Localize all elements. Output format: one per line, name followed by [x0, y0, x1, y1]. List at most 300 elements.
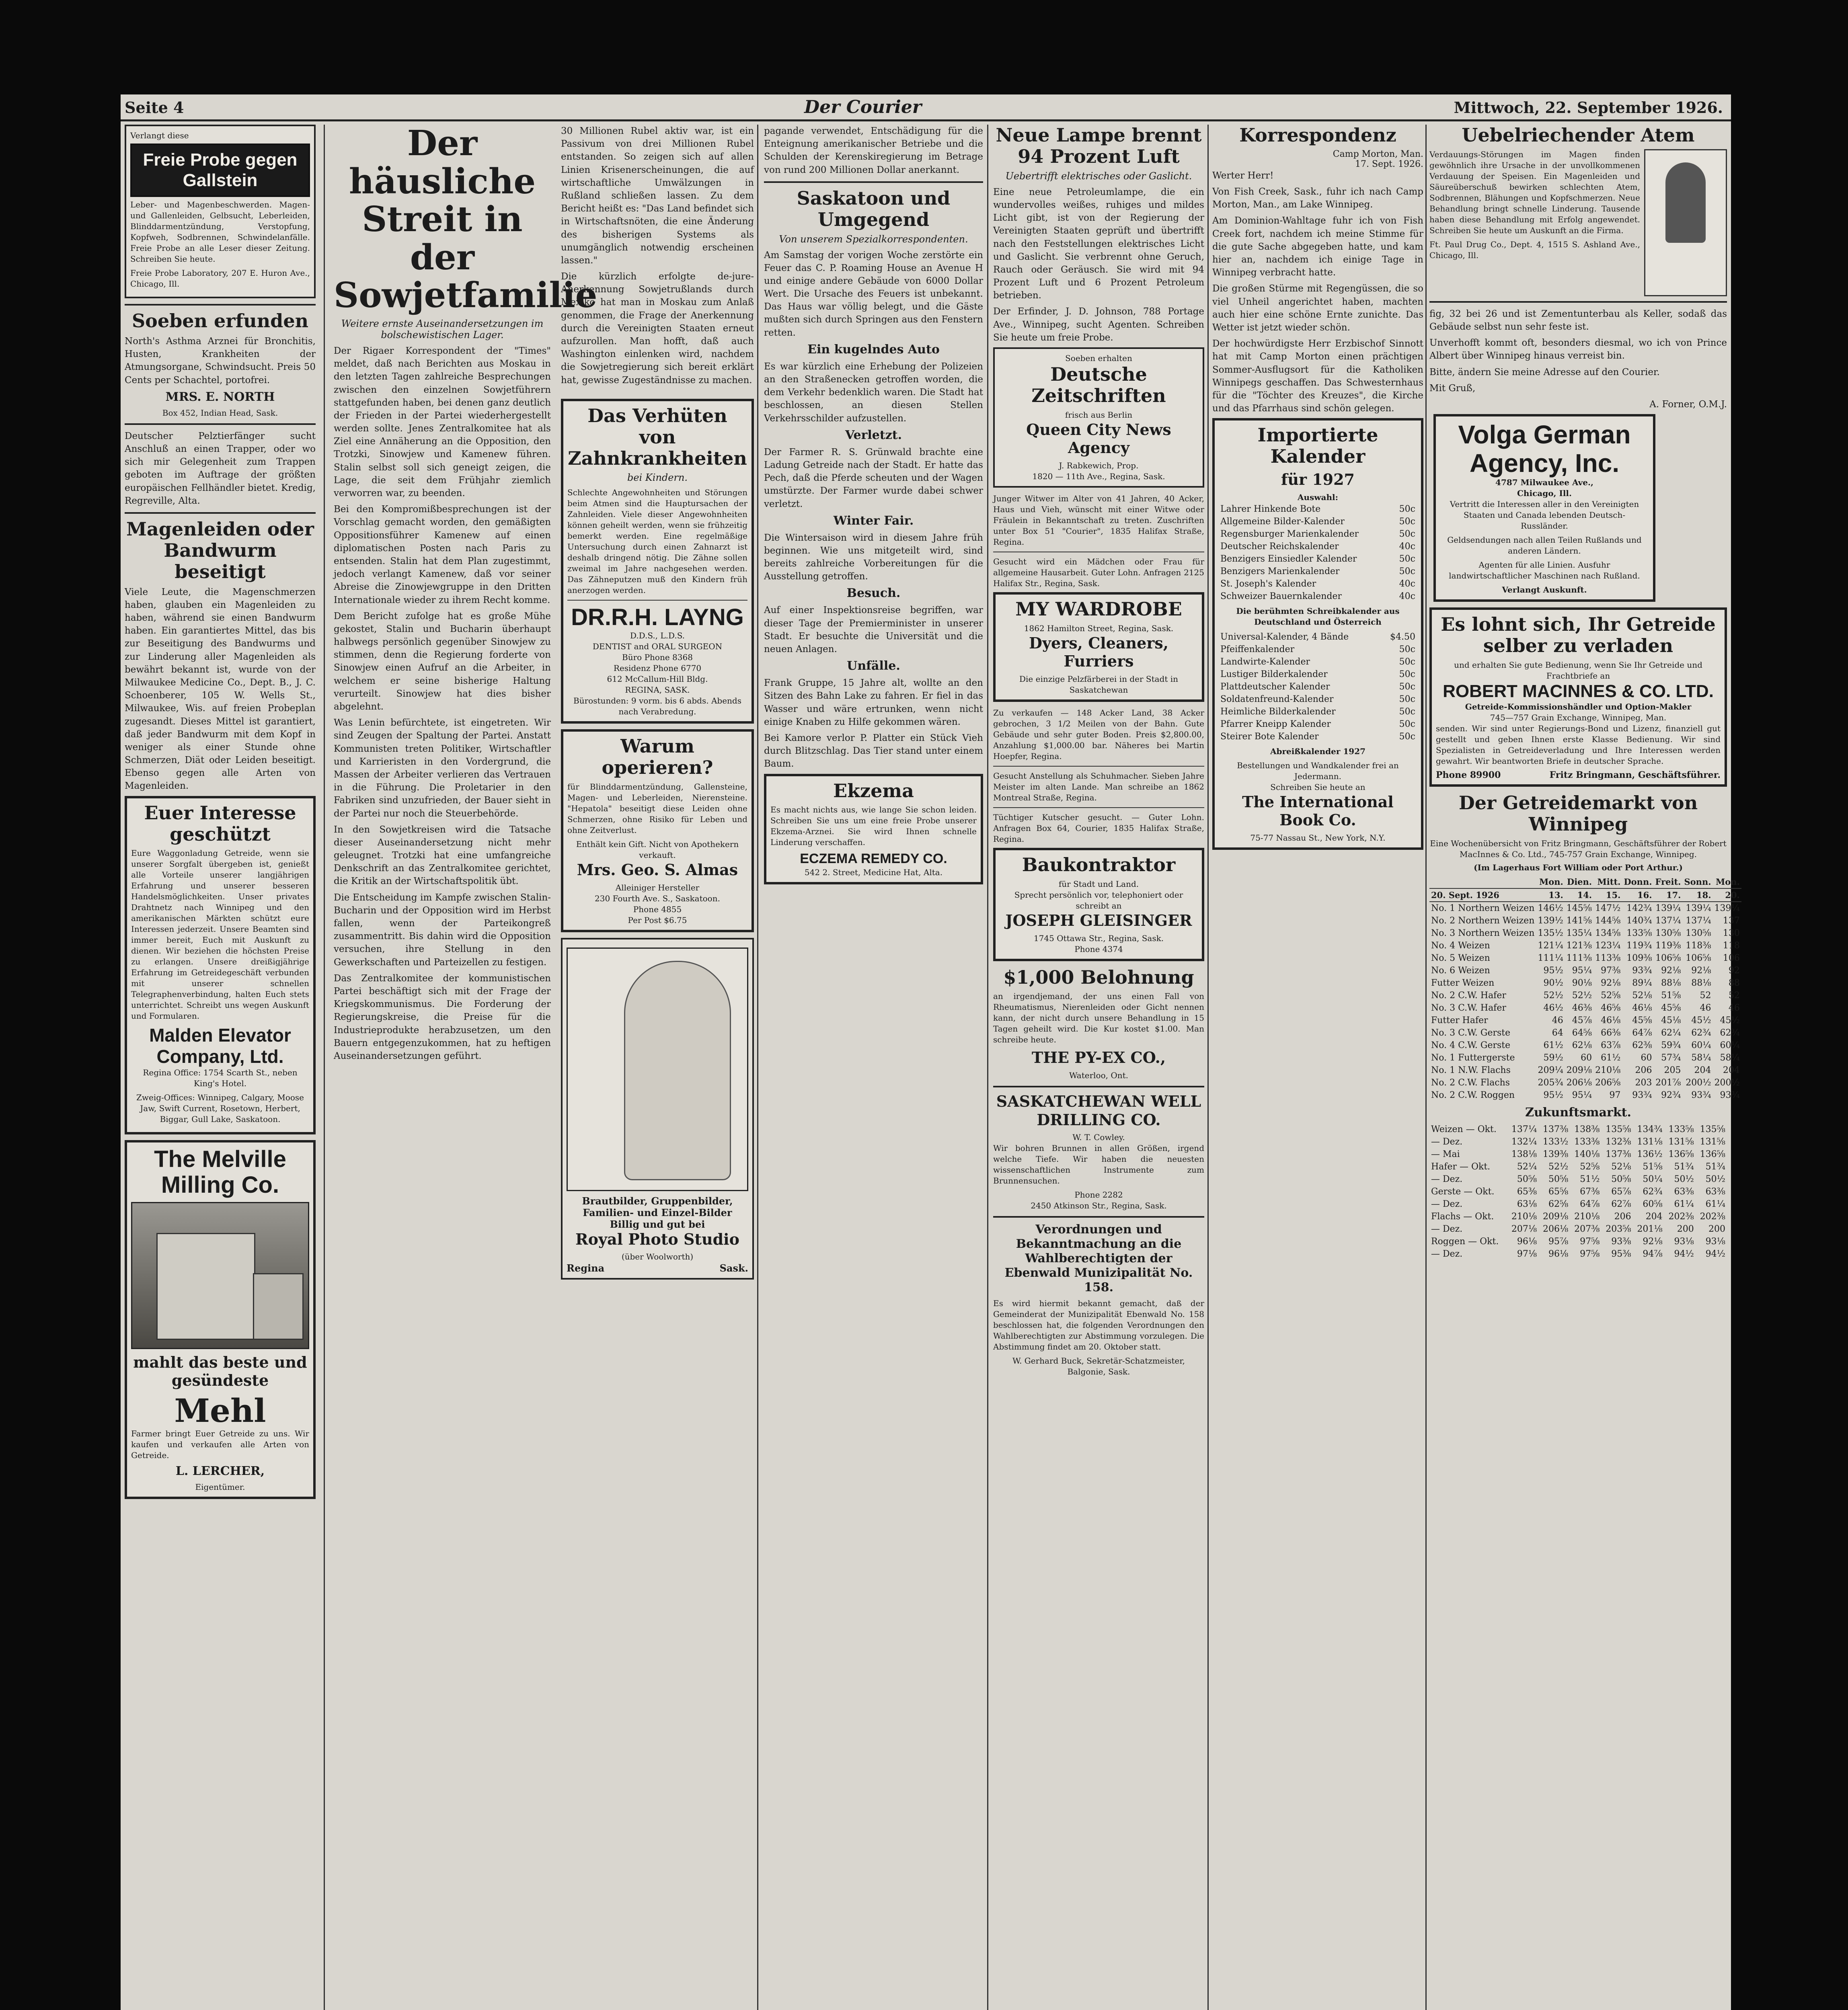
table-cell: 201⅞: [1655, 1078, 1681, 1088]
table-cell: Schweizer Bauernkalender: [1220, 591, 1342, 601]
korr-place: Camp Morton, Man.: [1333, 149, 1423, 159]
korr-paragraph: Die großen Stürme mit Regengüssen, die so viel Unheil angerichtet haben, machten auch hier eine schöne Ernte zunichte. Das Wetter ist jetzt wieder schön.: [1212, 283, 1423, 333]
zahn-title: Das Verhüten von Zahnkrankheiten: [568, 404, 747, 469]
table-cell: 40c: [1399, 541, 1415, 552]
table-cell: 139¼: [1686, 903, 1711, 914]
table-cell: 50c: [1399, 516, 1415, 527]
table-cell: 210⅛: [1511, 1212, 1537, 1222]
saskatoon-subhead: Winter Fair.: [833, 513, 914, 528]
photo-studio-ad: [561, 938, 754, 1280]
verordnung-title: Verordnungen und Bekanntmachung an die Wahlberechtigten der Ebenwald Munizipalität No. 158.: [1004, 1222, 1193, 1295]
korr-date: 17. Sept. 1926.: [1355, 159, 1423, 169]
table-cell: 62¾: [1720, 1028, 1740, 1038]
table-cell: 97⅛: [1517, 1249, 1537, 1259]
table-cell: 92: [1728, 966, 1740, 976]
malden-branches: Zweig-Offices: Winnipeg, Calgary, Moose Jaw, Swift Current, Rosetown, Herbert, Biggar, Gull Lake, Saskatoon.: [136, 1093, 304, 1124]
table-cell: 131⅝: [1668, 1137, 1694, 1147]
macinnes-headline: Es lohnt sich, Ihr Getreide selber zu verladen: [1441, 613, 1716, 656]
macinnes-sign: Fritz Bringmann, Geschäftsführer.: [1549, 770, 1721, 781]
saskatoon-subhead: Ein kugelndes Auto: [807, 342, 940, 357]
table-cell: 97⅝: [1580, 1249, 1600, 1259]
table-cell: 135¼: [1566, 928, 1592, 939]
table-cell: 50⅝: [1548, 1174, 1569, 1185]
futures-row: [1429, 1198, 1727, 1210]
belohnung-title: $1,000 Belohnung: [1003, 966, 1194, 988]
atem-address: Ft. Paul Drug Co., Dept. 4, 1515 S. Ashland Ave., Chicago, Ill.: [1429, 239, 1640, 260]
table-cell: 133⅝: [1668, 1124, 1694, 1135]
table-cell: No. 2 C.W. Roggen: [1431, 1090, 1515, 1101]
market-header-row: [1429, 876, 1741, 888]
letter-paragraph: Bitte, ändern Sie meine Adresse auf den Courier.: [1429, 367, 1660, 377]
table-cell: 206⅛: [1566, 1078, 1592, 1088]
table-cell: Heimliche Bilderkalender: [1220, 706, 1336, 717]
table-cell: 50½: [1705, 1174, 1725, 1185]
table-cell: 50c: [1399, 644, 1415, 654]
table-cell: 204: [1645, 1212, 1663, 1222]
futures-row: [1429, 1148, 1727, 1161]
table-cell: 64⅞: [1632, 1028, 1652, 1038]
table-cell: 97: [1609, 1090, 1621, 1101]
market-row: [1429, 952, 1741, 964]
kalender-row: [1219, 528, 1417, 540]
table-cell: 90⅛: [1572, 978, 1592, 989]
futures-row: [1429, 1185, 1727, 1198]
table-cell: 94½: [1705, 1249, 1725, 1259]
table-cell: 204: [1723, 1065, 1740, 1076]
table-cell: 131⅛: [1637, 1137, 1663, 1147]
story-paragraph: Der Rigaer Korrespondent der "Times" meldet, daß nach Berichten aus Moskau in den letzten Tagen zahlreiche Besprechungen zwischen den einzelnen Sowjetführern stattgefunden haben, bei denen ganz deutlich der Frieden in der Partei wiederhergestellt werden sollte. Jenes Zentralkomitee hat als Ziel eine Annäherung an die Opposition, den Trotzki, Sinowjew und Kamenew führen. Stalin selbst soll sich geneigt zeigen, die Lage, die seit dem Frühjahr ziemlich verworren war, zu beenden.: [334, 345, 551, 499]
kalender-row: [1219, 503, 1417, 515]
table-cell: Benzigers Marienkalender: [1220, 566, 1340, 576]
table-cell: 137⅜: [1606, 1149, 1631, 1160]
column-rule: [1425, 125, 1427, 2010]
kalender-row: [1219, 590, 1417, 603]
verordnung-sign: W. Gerhard Buck, Sekretär-Schatzmeister, Balgonie, Sask.: [1012, 1356, 1185, 1377]
table-cell: 113⅜: [1595, 953, 1621, 964]
table-cell: 200½: [1686, 1078, 1711, 1088]
kalender-row: [1219, 565, 1417, 578]
freie-probe-ad: [125, 125, 316, 298]
table-cell: 205¾: [1538, 1078, 1563, 1088]
column-header: 13.: [1536, 888, 1565, 902]
soeben-body: North's Asthma Arznei für Bronchitis, Husten, Krankheiten der Atmungsorgane, Schwindsucht. Preis 50 Cents per Schachtel, portofrei.: [125, 336, 316, 386]
table-cell: 206: [1635, 1065, 1652, 1076]
kalender-year: für 1927: [1281, 470, 1355, 489]
table-cell: 50c: [1399, 706, 1415, 717]
bride-illustration: [567, 948, 748, 1191]
table-cell: 207⅜: [1574, 1224, 1600, 1235]
table-cell: 118: [1723, 941, 1740, 951]
table-cell: 146½: [1538, 903, 1563, 914]
table-cell: 60⅝: [1643, 1199, 1663, 1210]
well-phone: Phone 2282: [1074, 1190, 1123, 1200]
saskatoon-paragraph: Auf einer Inspektionsreise begriffen, war dieser Tage der Premierminister in unserer Stadt. Er besuchte die Universität und die neuen Anlagen.: [764, 605, 983, 655]
table-cell: Lustiger Bilderkalender: [1220, 669, 1328, 679]
table-cell: 64⅝: [1572, 1028, 1592, 1038]
table-cell: 93⅛: [1705, 1237, 1725, 1247]
table-cell: 45⅞: [1572, 1015, 1592, 1026]
table-cell: No. 2 Northern Weizen: [1431, 916, 1535, 926]
warum-phone: Phone 4855: [633, 904, 682, 914]
column-1: [125, 125, 316, 2010]
table-cell: 59½: [1543, 1053, 1563, 1063]
table-cell: 50½: [1674, 1174, 1694, 1185]
column-header: Mitt.: [1593, 876, 1622, 888]
market-row: [1429, 1027, 1741, 1039]
column-header: 20. Sept. 1926: [1429, 888, 1536, 902]
volga-foot: Verlangt Auskunft.: [1502, 585, 1587, 595]
table-cell: 50c: [1399, 731, 1415, 742]
market-row: [1429, 1052, 1741, 1064]
table-cell: 51¾: [1705, 1162, 1725, 1172]
table-cell: 136⅝: [1668, 1149, 1694, 1160]
table-cell: 209⅛: [1566, 1065, 1592, 1076]
table-cell: 93⅜: [1611, 1237, 1631, 1247]
mill-photo: [131, 1202, 309, 1349]
korr-paragraph: Am Dominion-Wahltage fuhr ich von Fish Creek fort, nachdem ich meine Stimme für die gute Sache abgegeben hatte, und kam hier an, nachdem ich einige Tage in Winnipeg verbracht hatte.: [1212, 215, 1423, 278]
fig-note: fig, 32 bei 26 und ist Zementunterbau als Keller, sodaß das Gebäude selbst nun sehr feste ist.: [1429, 308, 1727, 332]
macinnes-ad: [1429, 607, 1727, 787]
table-cell: 61½: [1543, 1040, 1563, 1051]
table-cell: 50c: [1399, 669, 1415, 679]
table-cell: 46⅛: [1632, 1003, 1652, 1013]
malden-company: Malden Elevator Company, Ltd.: [149, 1025, 291, 1067]
table-cell: Roggen — Okt.: [1431, 1237, 1499, 1247]
table-cell: 45⅝: [1632, 1015, 1652, 1026]
story-paragraph: Was Lenin befürchtete, ist eingetreten. Wir sind Zeugen der Spaltung der Partei. Anstatt Kommunisten treten Politiker, Wirtschaftler und Karrieristen in den Vordergrund, die Massen der Arbeiter verlieren das Vertrauen in die Führung. Die Proletarier in den Fabriken sind unzufrieden, der Bauer sieht in der Partei nur noch die Steuerbehörde.: [334, 718, 551, 819]
table-cell: 62⅝: [1548, 1199, 1569, 1210]
table-cell: 130⅝: [1655, 928, 1681, 939]
column-header: Donn.: [1622, 876, 1653, 888]
table-cell: 130: [1723, 928, 1740, 939]
melville-owner: L. LERCHER,: [175, 1464, 265, 1478]
bau-sub: für Stadt und Land.: [1058, 879, 1139, 889]
kalender-pay: Schreiben Sie heute an: [1270, 782, 1365, 792]
kalender-sub2: Die berühmten Schreibkalender aus Deutschland und Österreich: [1236, 606, 1400, 627]
kalender-order: Bestellungen und Wandkalender frei an Jedermann.: [1237, 760, 1399, 781]
column-header: Mon.: [1713, 876, 1741, 888]
zeitschriften-owner: J. Rabkewich, Prop.: [1059, 461, 1139, 470]
story-paragraph: In den Sowjetkreisen wird die Tatsache dieser Auseinandersetzung nicht mehr geleugnet. Trotzki hat eine umfangreiche Denkschrift an das Zentralkomitee gerichtet, die Kritik an der Wirtschaftspolitik übt.: [334, 824, 551, 887]
warum-body: für Blinddarmentzündung, Gallensteine, Magen- und Leberleiden, Nierensteine. "Hepatola" beseitigt diese Leiden ohne Schmerzen, ohne Risiko für Leben und ohne Zeitverlust.: [567, 782, 747, 835]
table-cell: 106⅝: [1686, 953, 1711, 964]
soeben-headline: Soeben erfunden: [131, 310, 309, 332]
kalender-row: [1219, 668, 1417, 681]
table-cell: Steirer Bote Kalender: [1220, 731, 1319, 742]
table-cell: 138⅛: [1511, 1149, 1537, 1160]
table-cell: 46⅛: [1601, 1015, 1621, 1026]
table-cell: 97⅝: [1580, 1237, 1600, 1247]
soeben-name: MRS. E. NORTH: [165, 390, 275, 404]
warum-note: Enthält kein Gift. Nicht von Apothekern verkauft.: [576, 839, 739, 860]
table-cell: No. 1 N.W. Flachs: [1431, 1065, 1511, 1076]
table-cell: Pfarrer Kneipp Kalender: [1220, 719, 1331, 729]
column-rule: [1207, 125, 1209, 2010]
table-cell: 97⅜: [1601, 966, 1621, 976]
kalender-ad: [1212, 418, 1423, 850]
lampe-sub: Uebertrifft elektrisches oder Gaslicht.: [1005, 170, 1192, 182]
table-cell: 61¼: [1705, 1199, 1725, 1210]
table-cell: No. 1 Futtergerste: [1431, 1053, 1515, 1063]
table-cell: 50c: [1399, 504, 1415, 514]
table-cell: 52½: [1572, 991, 1592, 1001]
saskatoon-headline: Saskatoon und Umgegend: [797, 187, 951, 230]
table-cell: 93¾: [1691, 1090, 1711, 1101]
market-row: [1429, 1039, 1741, 1052]
story-paragraph: 30 Millionen Rubel aktiv war, ist ein Passivum von drei Millionen Rubel entstanden. So zeigen sich auf allen Linien Krisenerscheinungen, die auf wirtschaftliche Umwälzungen in Rußland schließen lassen. Zu dem Bericht heißt es: "Das Land befindet sich in Wirtschaftsnöten, die eine Änderung des bisherigen Systems als unumgänglich notwendig erscheinen lassen.": [561, 126, 754, 266]
table-cell: — Mai: [1431, 1149, 1460, 1160]
magen-body: Viele Leute, die Magenschmerzen haben, glauben ein Magenleiden zu haben, während sie einen Bandwurm haben. Ein garantiertes Mittel, das bis zur Beseitigung des Bandwurms und zur Linderung aller Magenleiden als bewährt bekannt ist, wurde von der Milwaukee Medicine Co., Dept. B., J. C. Schoenberer, 105 W. Wells St., Milwaukee, Wis. auf freien Probeplan zugesandt. Dieses Mittel ist garantiert, daß jeder Bandwurm mit dem Kopf in weniger als einer Stunde ohne Schmerzen, Diät oder Leiden beseitigt. Ebenso gegen alle Arten von Magenleiden.: [125, 587, 316, 792]
table-cell: 63⅜: [1674, 1187, 1694, 1197]
ad-title: Freie Probe gegen Gallstein: [143, 150, 298, 190]
melville-role: Eigentümer.: [195, 1482, 245, 1492]
zeitschriften-agency: Queen City News Agency: [1026, 420, 1171, 457]
malden-ad: [125, 796, 316, 1135]
kalender-sub: Auswahl:: [1297, 492, 1338, 502]
kalender-row: [1219, 681, 1417, 693]
column-2b: [561, 125, 754, 2010]
table-cell: 50⅝: [1611, 1174, 1631, 1185]
ad-address: Freie Probe Laboratory, 207 E. Huron Ave., Chicago, Ill.: [130, 268, 310, 289]
table-cell: 109⅜: [1626, 953, 1652, 964]
table-cell: 205: [1664, 1065, 1681, 1076]
layng-city: REGINA, SASK.: [625, 685, 690, 695]
table-cell: 133⅜: [1574, 1137, 1600, 1147]
korr-greeting: Werter Herr!: [1212, 170, 1274, 181]
warum-address: 230 Fourth Ave. S., Saskatoon.: [595, 893, 720, 903]
table-cell: 51⅝: [1643, 1162, 1663, 1172]
table-cell: 132¼: [1511, 1137, 1537, 1147]
table-cell: Futter Hafer: [1431, 1015, 1488, 1026]
table-cell: Soldatenfreund-Kalender: [1220, 694, 1334, 704]
column-header: 17.: [1654, 888, 1683, 902]
market-row: [1429, 1002, 1741, 1014]
table-cell: Pfeiffenkalender: [1220, 644, 1295, 654]
studio-name: Royal Photo Studio: [575, 1230, 739, 1248]
market-row: [1429, 1014, 1741, 1027]
saskatoon-sub: Von unserem Spezialkorrespondenten.: [779, 233, 968, 245]
well-body: Wir bohren Brunnen in allen Größen, irgend welche Tiefe. Wir haben die neuesten wissenschaftlichen Instrumente zum Brunnensuchen.: [993, 1143, 1204, 1186]
table-cell: 65⅝: [1548, 1187, 1569, 1197]
table-cell: 45⅛: [1661, 1015, 1681, 1026]
layng-title: DENTIST and ORAL SURGEON: [592, 642, 723, 652]
column-header: [1429, 876, 1536, 888]
table-cell: — Dez.: [1431, 1224, 1463, 1235]
futures-table: [1429, 1123, 1727, 1260]
table-cell: No. 2 C.W. Hafer: [1431, 991, 1506, 1001]
table-cell: 135⅝: [1606, 1124, 1631, 1135]
table-cell: 50c: [1399, 529, 1415, 539]
main-headline: Der häusliche Streit in der Sowjetfamilie: [334, 123, 598, 316]
letter-signature: A. Forner, O.M.J.: [1649, 399, 1727, 410]
table-cell: 52⅝: [1601, 991, 1621, 1001]
newspaper-name: Der Courier: [804, 97, 922, 117]
volga-body-3: Agenten für alle Linien. Ausfuhr landwirtschaftlicher Maschinen nach Rußland.: [1449, 560, 1640, 580]
table-cell: 206⅛: [1543, 1224, 1569, 1235]
gesucht-notice: Gesucht wird ein Mädchen oder Frau für allgemeine Hausarbeit. Guter Lohn. Anfragen 2125 Halifax Str., Regina, Sask.: [993, 557, 1204, 588]
wardrobe-title: MY WARDROBE: [1015, 598, 1182, 620]
bau-address: 1745 Ottawa Str., Regina, Sask.: [1033, 933, 1164, 943]
column-6: [1429, 124, 1740, 2010]
melville-product: Mehl: [174, 1391, 266, 1430]
table-cell: 142¾: [1626, 903, 1652, 914]
table-cell: 147½: [1595, 903, 1621, 914]
table-cell: Lahrer Hinkende Bote: [1220, 504, 1321, 514]
saskatoon-subhead: Verletzt.: [845, 428, 902, 442]
kalender-row: [1219, 643, 1417, 656]
table-cell: 135⅝: [1700, 1124, 1725, 1135]
table-cell: No. 1 Northern Weizen: [1431, 903, 1535, 914]
market-row: [1429, 977, 1741, 989]
column-rule: [757, 125, 758, 2010]
zahn-sub: bei Kindern.: [627, 472, 688, 484]
table-cell: 50⅝: [1517, 1174, 1537, 1185]
interesse-body: Eure Waggonladung Getreide, wenn sie unserer Sorgfalt übergeben ist, genießt alle Vorteile unserer langjährigen Erfahrung und unserer besseren Handelsmöglichkeiten. Unser privates Drahtnetz nach Winnipeg und den amerikanischen Märkten schützt eure Interessen jederzeit. Unsere Beamten sind immer bereit, Euch mit Auskunft zu dienen. Wir beziehen die höchsten Preise zu erlangen. Unsere dreißigjährige Erfahrung im Getreidegeschäft verbunden mit unserer schnellen Telegraphenverbindung, halten Euch stets unterrichtet. Schreibt uns wegen Auskunft und Formularen.: [131, 848, 309, 1021]
column-header: 14.: [1565, 888, 1593, 902]
volga-body: Vertritt die Interessen aller in den Vereinigten Staaten und Canada lebenden Deutsch-Russländer.: [1450, 499, 1639, 531]
belohnung-city: Waterloo, Ont.: [1069, 1071, 1129, 1081]
melville-ad: [125, 1140, 316, 1499]
table-cell: 111¼: [1538, 953, 1563, 964]
table-cell: 66⅜: [1601, 1028, 1621, 1038]
table-cell: 52: [1728, 991, 1740, 1001]
futures-row: [1429, 1136, 1727, 1148]
melville-title: The Melville Milling Co.: [154, 1146, 286, 1198]
table-cell: 106: [1723, 953, 1740, 964]
market-row: [1429, 1077, 1741, 1089]
table-cell: 40c: [1399, 578, 1415, 589]
table-cell: 62¾: [1643, 1187, 1663, 1197]
table-cell: 46⅝: [1601, 1003, 1621, 1013]
well-name: W. T. Cowley.: [1072, 1132, 1125, 1142]
macinnes-lead: und erhalten Sie gute Bedienung, wenn Sie Ihr Getreide und Frachtbriefe an: [1454, 660, 1702, 681]
table-cell: 137⅜: [1543, 1124, 1569, 1135]
table-cell: Plattdeutscher Kalender: [1220, 681, 1330, 692]
table-cell: 200½: [1714, 1078, 1740, 1088]
table-cell: 46⅜: [1572, 1003, 1592, 1013]
kalender-row: [1219, 718, 1417, 730]
column-header: Sonn.: [1683, 876, 1713, 888]
layng-phone-home: Residenz Phone 6770: [613, 663, 702, 673]
column-rule: [987, 125, 988, 2010]
layng-address: 612 McCallum-Hill Bldg.: [607, 674, 708, 684]
story-paragraph: Bei den Kompromißbesprechungen ist der Vorschlag gemacht worden, den gemäßigten Oppositionsführer Kamenew auf einen diplomatischen Posten nach Paris zu entsenden. Stalin hat dem Plan zugestimmt, jedoch verlangt Kamenew, daß vor seiner Abreise die Zinowjewgruppe in den Dritten Internationale wieder zu ihrem Recht komme.: [334, 504, 551, 605]
table-cell: Weizen — Okt.: [1431, 1124, 1497, 1135]
studio-province: Sask.: [719, 1262, 748, 1274]
table-cell: 96⅛: [1548, 1249, 1569, 1259]
kutscher-notice: Tüchtiger Kutscher gesucht. — Guter Lohn. Anfragen Box 64, Courier, 1835 Halifax Straße, Regina.: [993, 812, 1204, 844]
markt-headline: Der Getreidemarkt von Winnipeg: [1458, 792, 1698, 835]
futures-headline: Zukunftsmarkt.: [1525, 1106, 1631, 1120]
issue-date: Mittwoch, 22. September 1926.: [1454, 98, 1723, 117]
witwer-notice: Junger Witwer im Alter von 41 Jahren, 40 Acker, Haus und Vieh, wünscht mit einer Witwe oder Fräulein in Bekanntschaft zu treten. Zuschriften unter Box 51 "Courier", 1835 Halifax Straße, Regina.: [993, 494, 1204, 547]
column-4: [993, 125, 1204, 2010]
stomach-illustration: [1644, 149, 1727, 296]
table-cell: 136⅝: [1700, 1149, 1725, 1160]
well-address: 2450 Atkinson Str., Regina, Sask.: [1031, 1201, 1167, 1211]
table-cell: 40c: [1399, 591, 1415, 601]
table-cell: St. Joseph's Kalender: [1220, 578, 1316, 589]
column-header: Dien.: [1565, 876, 1593, 888]
kalender-row: [1219, 656, 1417, 668]
kalender-company: The International Book Co.: [1242, 792, 1394, 829]
column-3: [764, 125, 983, 2010]
story-paragraph: Die Entscheidung im Kampfe zwischen Stalin-Bucharin und der Opposition wird im Herbst fallen, wenn der Parteikongreß zusammentritt. Bis dahin wird die Opposition versuchen, ihre Stellung in den Gewerkschaften und Parteizellen zu festigen.: [334, 892, 551, 968]
story-paragraph: Das Zentralkomitee der kommunistischen Partei beschäftigt sich mit der Frage der Kriegskommunismus. Die Forderung der Regierungskreise, die Preise für die Industrieprodukte herabzusetzen, um den Bauern entgegenzukommen, hat zu heftigen Auseinandersetzungen geführt.: [334, 973, 551, 1061]
table-cell: 50c: [1399, 656, 1415, 667]
table-cell: 200: [1708, 1224, 1725, 1235]
table-cell: 58¼: [1691, 1053, 1711, 1063]
column-header: Freit.: [1654, 876, 1683, 888]
markt-sub2: (Im Lagerhaus Fort William oder Port Arthur.): [1474, 863, 1683, 873]
ekzema-ad: [764, 774, 983, 884]
table-cell: 130⅝: [1686, 928, 1711, 939]
table-cell: 138⅜: [1574, 1124, 1600, 1135]
table-cell: 88⅛: [1691, 978, 1711, 989]
melville-body: Farmer bringt Euer Getreide zu uns. Wir kaufen und verkaufen alle Arten von Getreide.: [131, 1428, 309, 1460]
futures-row: [1429, 1235, 1727, 1248]
table-cell: 92⅛: [1661, 966, 1681, 976]
ekzema-body: Es macht nichts aus, wie lange Sie schon leiden. Schreiben Sie uns um eine freie Probe unserer Ekzema-Arznei. Sie wird Ihnen schnelle Linderung verschaffen.: [770, 805, 977, 847]
market-row: [1429, 902, 1741, 915]
table-cell: 62⅜: [1632, 1040, 1652, 1051]
lampe-headline: Neue Lampe brennt 94 Prozent Luft: [996, 124, 1202, 167]
kalender-row: [1219, 540, 1417, 553]
table-cell: 140⅛: [1574, 1149, 1600, 1160]
studio-city: Regina: [567, 1262, 605, 1274]
table-cell: 51½: [1580, 1174, 1600, 1185]
table-cell: 52½: [1543, 991, 1563, 1001]
table-cell: 106⅝: [1655, 953, 1681, 964]
table-cell: No. 2 C.W. Flachs: [1431, 1078, 1510, 1088]
table-cell: 65⅞: [1611, 1187, 1631, 1197]
table-cell: 119¾: [1626, 941, 1652, 951]
bau-ad: [993, 848, 1204, 961]
zahn-article: [561, 399, 754, 724]
volga-address: 4787 Milwaukee Ave.,: [1495, 477, 1593, 487]
kalender-row: [1219, 730, 1417, 743]
wardrobe-line: Dyers, Cleaners, Furriers: [1029, 634, 1168, 671]
column-header: Mon.: [1536, 876, 1565, 888]
korr-headline: Korrespondenz: [1239, 124, 1396, 146]
market-row: [1429, 915, 1741, 927]
table-cell: 52½: [1548, 1162, 1569, 1172]
table-cell: 137¼: [1511, 1124, 1537, 1135]
table-cell: — Dez.: [1431, 1137, 1463, 1147]
table-cell: 136½: [1637, 1149, 1663, 1160]
table-cell: 46: [1728, 1003, 1740, 1013]
table-cell: 132⅜: [1606, 1137, 1631, 1147]
volga-body-2: Geldsendungen nach allen Teilen Rußlands und anderen Ländern.: [1447, 535, 1642, 556]
table-cell: 204: [1694, 1065, 1711, 1076]
table-cell: 60¼: [1691, 1040, 1711, 1051]
table-cell: 50c: [1399, 566, 1415, 576]
story-paragraph: Die kürzlich erfolgte de-jure-Anerkennung Sowjetrußlands durch Mexiko hat man in Moskau zum Anlaß genommen, die Frage der Anerkennung durch die Vereinigten Staaten erneut aufzurollen. Man hofft, daß auch Washington einlenken wird, nachdem die Sowjetregierung sich bereit erklärt hat, gewisse Zugeständnisse zu machen.: [561, 271, 754, 386]
table-cell: 119⅜: [1655, 941, 1681, 951]
ekzema-title: Ekzema: [833, 779, 914, 802]
table-cell: 61¼: [1674, 1199, 1694, 1210]
atem-body: Verdauungs-Störungen im Magen finden gewöhnlich ihre Ursache in der unvollkommenen Verdauung der Speisen. Ein Magenleiden und Säureüberschuß bewirken schlechten Atem, Sodbrennen, Blähungen und Kopfschmerzen. Neue Behandlung bringt schnelle Linderung. Tausende haben diese Behandlung mit Erfolg angewendet. Schreiben Sie heute um Auskunft an die Firma.: [1429, 149, 1640, 235]
table-cell: 89¼: [1632, 978, 1652, 989]
bau-phone: Phone 4374: [1074, 944, 1123, 954]
table-cell: 200: [1677, 1224, 1694, 1235]
belohnung-body: an irgendjemand, der uns einen Fall von Rheumatismus, Nierenleiden oder Gicht nennen kann, der nicht durch unsere Behandlung in 15 Tagen geheilt wird. Die Kur kostet $1.00. Man schreibe heute.: [993, 991, 1204, 1045]
kalender-list-2: [1219, 631, 1417, 743]
kalender-sub3: Abreißkalender 1927: [1270, 746, 1366, 756]
table-cell: 92⅛: [1691, 966, 1711, 976]
table-cell: 93¾: [1632, 1090, 1652, 1101]
table-cell: 64⅞: [1580, 1199, 1600, 1210]
